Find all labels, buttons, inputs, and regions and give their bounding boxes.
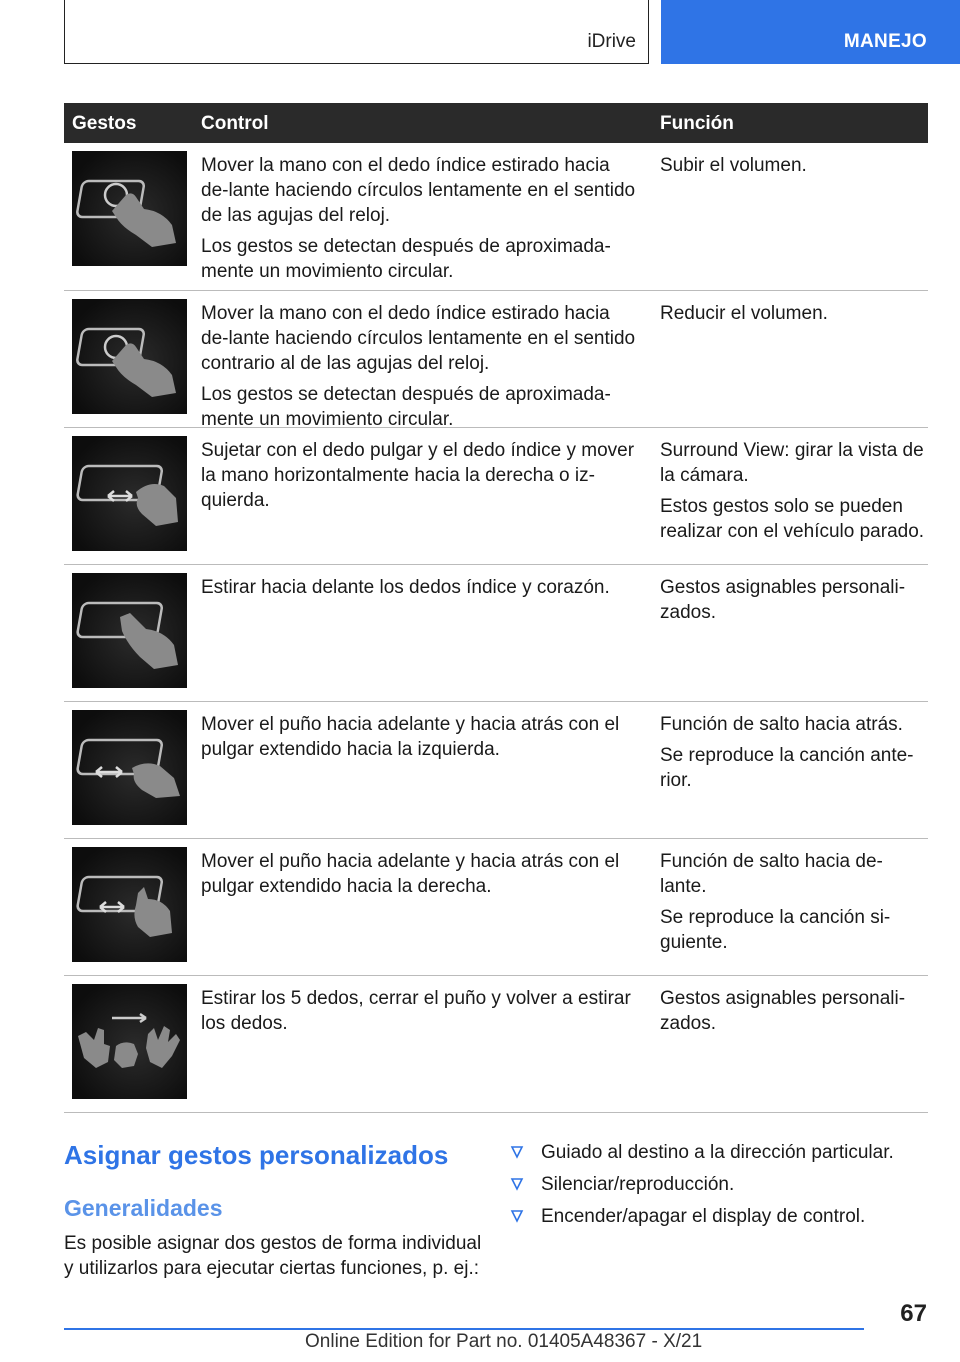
control-cell	[201, 986, 639, 1042]
list-item-text: Guiado al destino a la dirección particular.	[541, 1142, 894, 1163]
function-cell	[660, 849, 925, 961]
control-note: Los gestos se detectan después de aproximada‐mente un movimiento circular.	[201, 384, 611, 430]
function-cell	[660, 301, 925, 332]
table-row	[64, 143, 928, 291]
function-cell	[660, 438, 925, 550]
triangle-bullet-icon	[510, 1145, 524, 1159]
intro-paragraph: Es posible asignar dos gestos de forma individual y utilizarlos para ejecutar ciertas funciones, p. ej.:	[64, 1233, 482, 1279]
page-number: 67	[900, 1300, 927, 1327]
table-row	[64, 565, 928, 702]
col-header-control: Control	[201, 113, 269, 134]
control-text: Mover la mano con el dedo índice estirado hacia de‐lante haciendo círculos lentamente en el sentido de las agujas del reloj.	[201, 155, 636, 226]
function-cell	[660, 575, 925, 631]
table-header	[64, 103, 928, 143]
table-row	[64, 702, 928, 839]
function-text: Función de salto hacia de‐lante.	[660, 851, 883, 897]
function-text: Surround View: girar la vista de la cámara.	[660, 440, 924, 486]
control-cell	[201, 849, 639, 905]
function-note: Se reproduce la canción ante‐rior.	[660, 745, 914, 791]
triangle-bullet-icon	[510, 1209, 524, 1223]
list-item	[510, 1140, 930, 1172]
function-cell	[660, 712, 925, 799]
col-header-function: Función	[660, 113, 734, 134]
list-item	[510, 1204, 930, 1236]
function-text: Subir el volumen.	[660, 155, 807, 176]
header-chapter-box	[64, 0, 649, 64]
section-subheading: Generalidades	[64, 1195, 223, 1221]
control-note: Los gestos se detectan después de aproximada‐mente un movimiento circular.	[201, 236, 611, 282]
table-row	[64, 976, 928, 1113]
function-cell	[660, 986, 925, 1042]
thumb-right-gesture-icon	[72, 847, 187, 962]
thumb-left-gesture-icon	[72, 710, 187, 825]
control-cell	[201, 153, 639, 290]
control-cell	[201, 575, 639, 606]
chapter-title: iDrive	[587, 31, 636, 52]
col-header-gestures: Gestos	[72, 113, 137, 134]
function-text: Reducir el volumen.	[660, 303, 828, 324]
edition-note: Online Edition for Part no. 01405A48367 - X/21	[305, 1331, 703, 1352]
circle-counterclockwise-gesture-icon	[72, 299, 187, 414]
control-cell	[201, 301, 639, 438]
pinch-swipe-gesture-icon	[72, 436, 187, 551]
gestures-table	[64, 103, 928, 1113]
control-text: Sujetar con el dedo pulgar y el dedo índice y mover la mano horizontalmente hacia la derecha o iz‐quierda.	[201, 440, 635, 511]
control-cell	[201, 438, 639, 519]
table-row	[64, 839, 928, 976]
control-cell	[201, 712, 639, 768]
section-tab	[661, 0, 960, 64]
list-item-text: Silenciar/reproducción.	[541, 1174, 735, 1195]
control-text: Estirar los 5 dedos, cerrar el puño y volver a estirar los dedos.	[201, 988, 631, 1034]
function-list	[510, 1140, 930, 1236]
footer-divider	[64, 1328, 864, 1330]
open-close-hand-gesture-icon	[72, 984, 187, 1099]
function-cell	[660, 153, 925, 184]
control-text: Mover el puño hacia adelante y hacia atrás con el pulgar extendido hacia la izquierda.	[201, 714, 620, 760]
section-title: MANEJO	[843, 31, 927, 52]
function-note: Estos gestos solo se pueden realizar con el vehículo parado.	[660, 496, 925, 542]
table-row	[64, 428, 928, 565]
control-text: Mover el puño hacia adelante y hacia atrás con el pulgar extendido hacia la derecha.	[201, 851, 620, 897]
function-text: Gestos asignables personali‐zados.	[660, 577, 906, 623]
control-text: Estirar hacia delante los dedos índice y corazón.	[201, 577, 610, 598]
circle-clockwise-gesture-icon	[72, 151, 187, 266]
triangle-bullet-icon	[510, 1177, 524, 1191]
function-text: Función de salto hacia atrás.	[660, 714, 903, 735]
table-row	[64, 291, 928, 428]
section-heading: Asignar gestos personalizados	[64, 1140, 449, 1170]
function-note: Se reproduce la canción si‐guiente.	[660, 907, 891, 953]
list-item-text: Encender/apagar el display de control.	[541, 1206, 866, 1227]
control-text: Mover la mano con el dedo índice estirado hacia de‐lante haciendo círculos lentamente en el sentido contrario al de las agujas del reloj.	[201, 303, 636, 374]
two-finger-point-gesture-icon	[72, 573, 187, 688]
function-text: Gestos asignables personali‐zados.	[660, 988, 906, 1034]
list-item	[510, 1172, 930, 1204]
